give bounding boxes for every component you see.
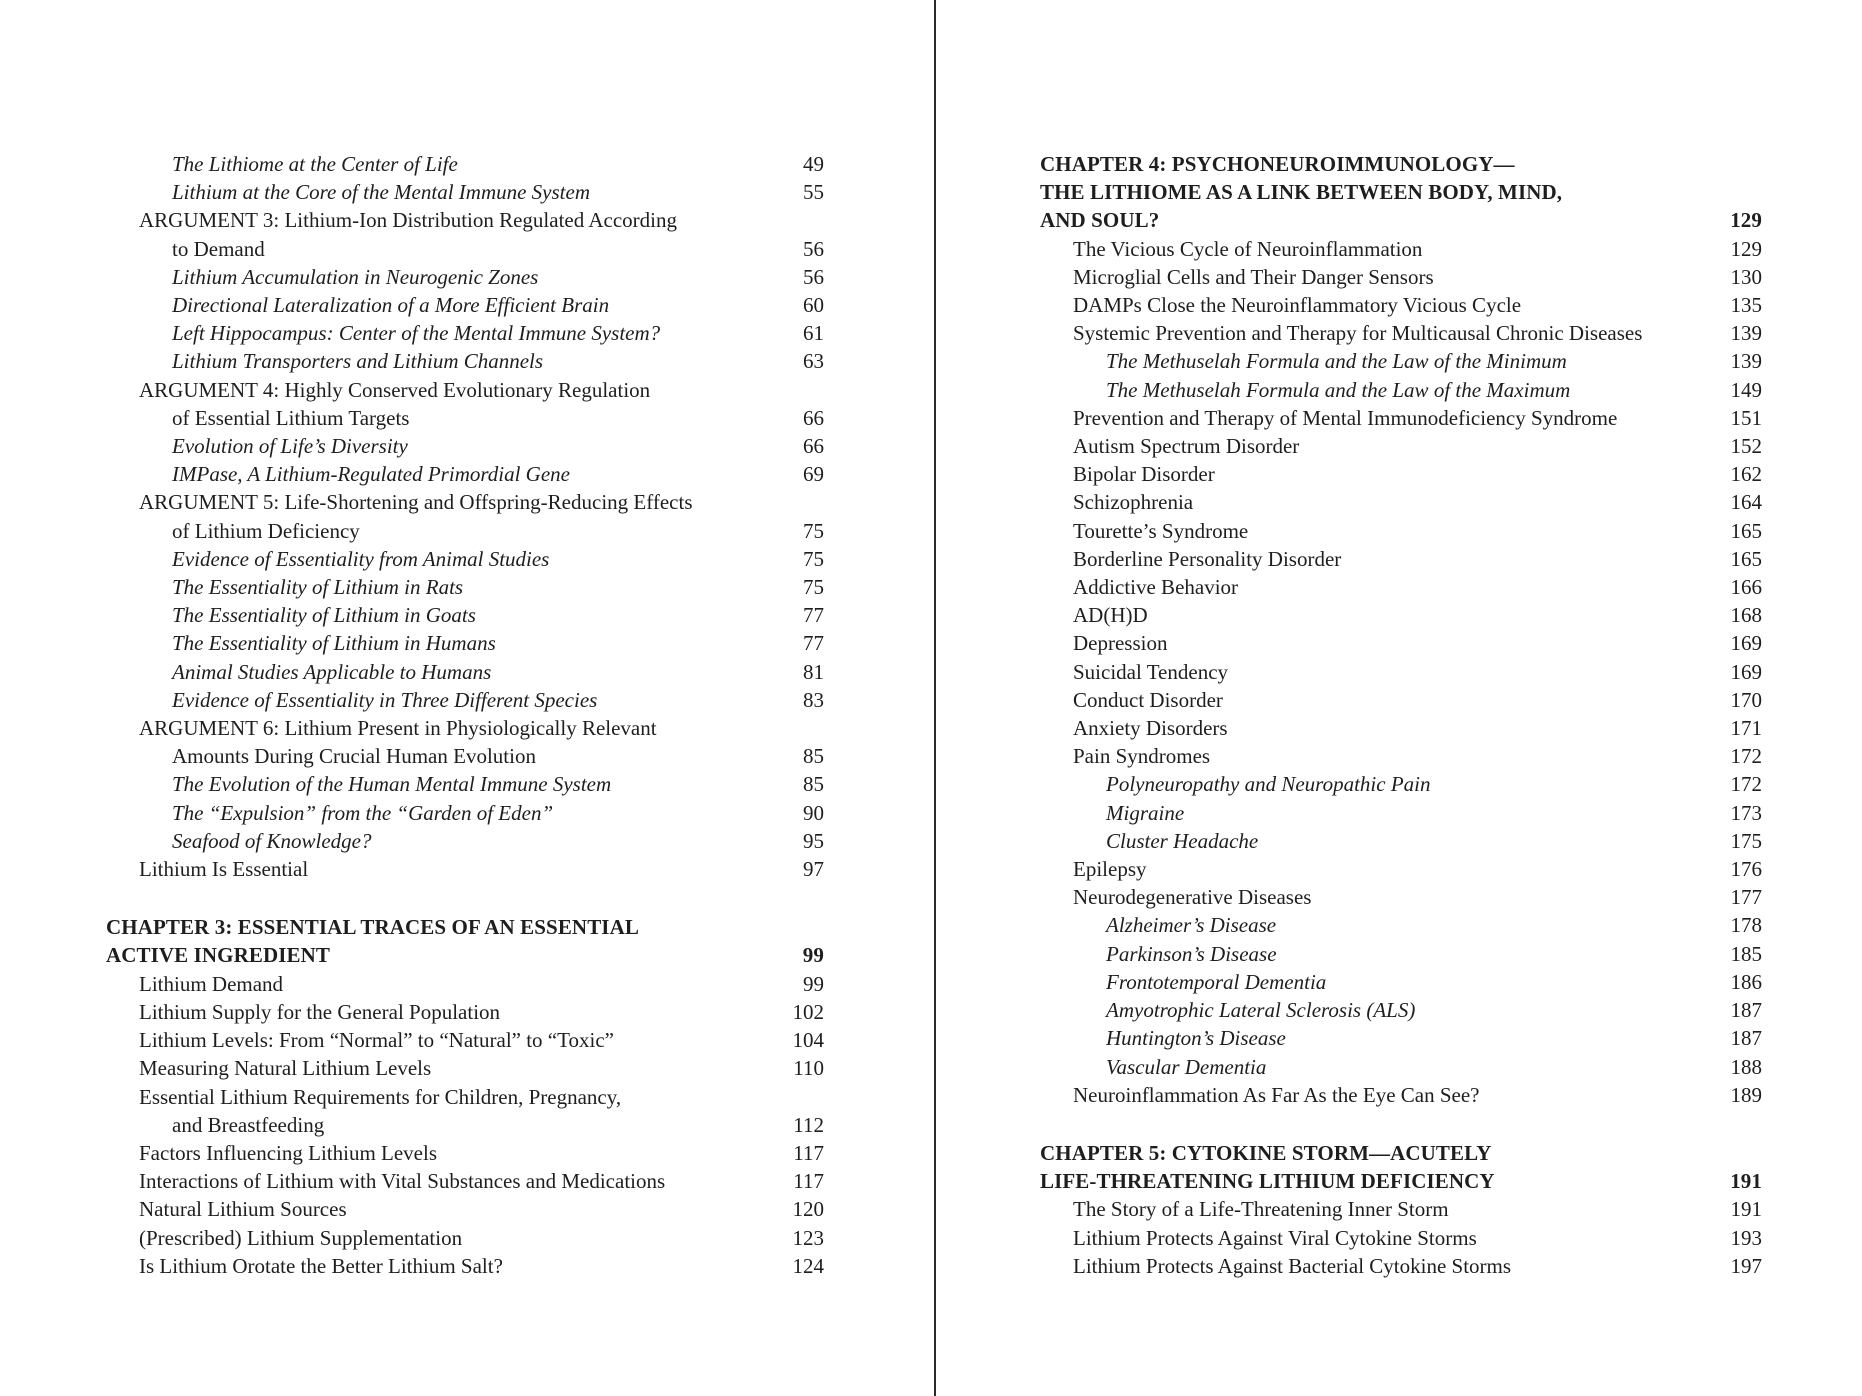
toc-page-number: 139: [1730, 321, 1762, 346]
toc-entry: [106, 178, 824, 206]
toc-page-number: 172: [1730, 772, 1762, 797]
toc-page-number: 85: [803, 772, 824, 797]
toc-entry: [106, 686, 824, 714]
toc-entry-title: Polyneuropathy and Neuropathic Pain: [1106, 772, 1431, 797]
toc-entry-title: Vascular Dementia: [1106, 1054, 1267, 1079]
toc-page-number: 124: [792, 1253, 824, 1278]
toc-entry-title: Is Lithium Orotate the Better Lithium Salt?: [139, 1253, 503, 1278]
toc-entry: [106, 998, 824, 1026]
toc-page-number: 170: [1730, 687, 1762, 712]
toc-entry-title: Lithium at the Core of the Mental Immune System: [172, 180, 590, 205]
toc-page-number: 129: [1730, 236, 1762, 261]
toc-entry-title: Pain Syndromes: [1073, 744, 1211, 769]
toc-entry-title: The Evolution of the Human Mental Immune System: [172, 772, 612, 797]
toc-entry-title: Borderline Personality Disorder: [1073, 546, 1342, 571]
toc-entry: [106, 742, 824, 770]
toc-entry-title: of Lithium Deficiency: [172, 518, 360, 543]
toc-entry: [106, 1224, 824, 1252]
toc-entry: [106, 970, 824, 998]
toc-page-number: 162: [1730, 462, 1762, 487]
toc-entry: [1040, 686, 1762, 714]
toc-entry: [106, 517, 824, 545]
toc-entry-title: The Essentiality of Lithium in Humans: [172, 631, 496, 656]
toc-entry-title: AND SOUL?: [1040, 208, 1160, 233]
toc-entry: [106, 347, 824, 375]
toc-entry-title: Schizophrenia: [1073, 490, 1194, 515]
toc-entry-title: CHAPTER 3: ESSENTIAL TRACES OF AN ESSENTIAL: [106, 915, 639, 940]
toc-entry-title: IMPase, A Lithium-Regulated Primordial Gene: [172, 462, 570, 487]
toc-page-number: 151: [1730, 405, 1762, 430]
toc-page-number: 117: [793, 1169, 824, 1194]
toc-entry-title: to Demand: [172, 236, 265, 261]
toc-page-number: 75: [803, 575, 824, 600]
toc-entry: [1040, 1224, 1762, 1252]
toc-page-number: 117: [793, 1140, 824, 1165]
toc-entry-title: Suicidal Tendency: [1073, 659, 1229, 684]
toc-entry: [106, 1139, 824, 1167]
toc-entry: [106, 1167, 824, 1195]
toc-entry-title: Cluster Headache: [1106, 828, 1259, 853]
toc-entry: [1040, 827, 1762, 855]
toc-entry: [1040, 742, 1762, 770]
toc-page-number: 99: [802, 943, 824, 968]
toc-entry-title: Lithium Levels: From “Normal” to “Natural” to “Toxic”: [139, 1028, 614, 1053]
toc-entry-title: Measuring Natural Lithium Levels: [139, 1056, 432, 1081]
toc-entry: [106, 488, 824, 516]
toc-page-number: 104: [792, 1028, 824, 1053]
toc-entry: [106, 799, 824, 827]
toc-entry-title: Left Hippocampus: Center of the Mental Immune System?: [172, 321, 661, 346]
toc-page-number: 61: [803, 321, 824, 346]
toc-entry-title: Depression: [1073, 631, 1168, 656]
toc-page-number: 166: [1730, 575, 1762, 600]
toc-page-number: 129: [1730, 208, 1762, 233]
toc-page-number: 123: [792, 1225, 824, 1250]
toc-page-number: 99: [803, 971, 824, 996]
toc-page-number: 175: [1730, 828, 1762, 853]
toc-page-number: 66: [803, 434, 824, 459]
toc-entry: [1040, 460, 1762, 488]
toc-entry-title: Anxiety Disorders: [1073, 716, 1228, 741]
toc-entry: [1040, 1195, 1762, 1223]
toc-entry-title: ARGUMENT 5: Life-Shortening and Offspring-Reducing Effects: [139, 490, 693, 515]
toc-entry-title: Interactions of Lithium with Vital Substances and Medications: [139, 1169, 666, 1194]
toc-page-number: 164: [1730, 490, 1762, 515]
toc-entry-title: Lithium Supply for the General Population: [139, 999, 501, 1024]
toc-entry: [106, 376, 824, 404]
toc-entry: [1040, 376, 1762, 404]
toc-entry-title: ACTIVE INGREDIENT: [106, 943, 330, 968]
toc-page-number: 112: [793, 1112, 824, 1137]
toc-page-number: 193: [1730, 1225, 1762, 1250]
toc-entry-title: Parkinson’s Disease: [1106, 941, 1277, 966]
toc-entry-title: The Methuselah Formula and the Law of the Minimum: [1106, 349, 1567, 374]
toc-entry-title: THE LITHIOME AS A LINK BETWEEN BODY, MIND,: [1040, 180, 1563, 205]
toc-entry-title: CHAPTER 4: PSYCHONEUROIMMUNOLOGY—: [1040, 152, 1515, 176]
toc-entry: [106, 658, 824, 686]
toc-entry: [1040, 517, 1762, 545]
toc-entry: [1040, 883, 1762, 911]
toc-page-number: 168: [1730, 603, 1762, 628]
toc-entry: [1040, 432, 1762, 460]
page-divider: [934, 0, 936, 1396]
toc-entry-title: Directional Lateralization of a More Efficient Brain: [172, 293, 610, 318]
toc-entry: [1040, 629, 1762, 657]
toc-entry-title: of Essential Lithium Targets: [172, 405, 410, 430]
toc-entry: [1040, 235, 1762, 263]
toc-page-number: 55: [803, 180, 824, 205]
toc-entry-title: ARGUMENT 3: Lithium-Ion Distribution Regulated According: [139, 208, 677, 233]
toc-entry: [106, 601, 824, 629]
toc-page-number: 77: [803, 603, 824, 628]
toc-entry: [106, 263, 824, 291]
toc-chapter-heading: [106, 941, 824, 969]
toc-page-number: 77: [803, 631, 824, 656]
toc-entry: [106, 404, 824, 432]
toc-entry: [1040, 799, 1762, 827]
toc-entry: [1040, 1053, 1762, 1081]
toc-page-number: 186: [1730, 969, 1762, 994]
toc-gap: [1040, 1109, 1762, 1139]
toc-entry-title: Autism Spectrum Disorder: [1073, 434, 1300, 459]
toc-entry-title: CHAPTER 5: CYTOKINE STORM—ACUTELY: [1040, 1140, 1492, 1165]
toc-entry-title: Amyotrophic Lateral Sclerosis (ALS): [1106, 998, 1416, 1023]
toc-entry-title: Epilepsy: [1073, 857, 1147, 882]
toc-entry-title: DAMPs Close the Neuroinflammatory Vicious Cycle: [1073, 293, 1522, 318]
toc-entry-title: ARGUMENT 6: Lithium Present in Physiologically Relevant: [139, 716, 657, 741]
toc-entry-title: Huntington’s Disease: [1106, 1026, 1286, 1051]
toc-entry-title: Lithium Demand: [139, 971, 284, 996]
toc-page-number: 139: [1730, 349, 1762, 374]
toc-entry: [1040, 1024, 1762, 1052]
toc-page-number: 165: [1730, 518, 1762, 543]
toc-entry-title: Lithium Accumulation in Neurogenic Zones: [172, 264, 539, 289]
toc-entry: [1040, 347, 1762, 375]
toc-page-number: 90: [803, 800, 824, 825]
toc-entry: [106, 855, 824, 883]
toc-page-number: 49: [803, 152, 824, 176]
toc-entry-title: Systemic Prevention and Therapy for Multicausal Chronic Diseases: [1073, 321, 1643, 346]
toc-entry-title: The Vicious Cycle of Neuroinflammation: [1073, 236, 1423, 261]
toc-entry-title: Essential Lithium Requirements for Children, Pregnancy,: [139, 1084, 622, 1109]
toc-entry-title: The Essentiality of Lithium in Rats: [172, 575, 464, 600]
toc-entry: [106, 629, 824, 657]
toc-page-number: 81: [803, 659, 824, 684]
toc-entry-title: The “Expulsion” from the “Garden of Eden”: [172, 800, 554, 825]
toc-entry: [1040, 855, 1762, 883]
toc-entry-title: Amounts During Crucial Human Evolution: [172, 744, 536, 769]
toc-page-number: 149: [1730, 377, 1762, 402]
toc-entry: [1040, 658, 1762, 686]
toc-page-number: 63: [803, 349, 824, 374]
toc-page-number: 83: [803, 687, 824, 712]
toc-page-number: 197: [1730, 1253, 1762, 1278]
toc-page-number: 95: [803, 828, 824, 853]
toc-page-number: 165: [1730, 546, 1762, 571]
toc-chapter-heading: [1040, 1167, 1762, 1195]
toc-entry-title: Lithium Protects Against Bacterial Cytokine Storms: [1073, 1253, 1512, 1278]
toc-page-number: 176: [1730, 857, 1762, 882]
toc-entry: [1040, 404, 1762, 432]
toc-entry-title: Tourette’s Syndrome: [1073, 518, 1249, 543]
toc-page-number: 66: [803, 405, 824, 430]
toc-page-number: 69: [803, 462, 824, 487]
toc-entry-title: The Story of a Life-Threatening Inner Storm: [1073, 1197, 1449, 1222]
toc-page-number: 85: [803, 744, 824, 769]
toc-entry-title: Evidence of Essentiality in Three Different Species: [172, 687, 598, 712]
toc-page-number: 187: [1730, 1026, 1762, 1051]
toc-entry-title: Lithium Protects Against Viral Cytokine Storms: [1073, 1225, 1477, 1250]
toc-entry: [1040, 1252, 1762, 1280]
toc-entry-title: Animal Studies Applicable to Humans: [172, 659, 492, 684]
toc-gap: [106, 883, 824, 913]
toc-entry-title: Migraine: [1106, 800, 1185, 825]
toc-entry: [106, 319, 824, 347]
toc-entry: [106, 545, 824, 573]
toc-page-number: 169: [1730, 631, 1762, 656]
toc-entry-title: AD(H)D: [1073, 603, 1148, 628]
toc-entry-title: Prevention and Therapy of Mental Immunodeficiency Syndrome: [1073, 405, 1618, 430]
toc-entry: [106, 206, 824, 234]
toc-entry-title: Evidence of Essentiality from Animal Studies: [172, 546, 550, 571]
toc-entry: [106, 1195, 824, 1223]
toc-entry: [1040, 714, 1762, 742]
toc-page-number: 75: [803, 546, 824, 571]
toc-entry: [1040, 263, 1762, 291]
toc-entry-title: Natural Lithium Sources: [139, 1197, 347, 1222]
toc-entry-title: LIFE-THREATENING LITHIUM DEFICIENCY: [1040, 1169, 1495, 1194]
toc-entry: [1040, 291, 1762, 319]
toc-entry-title: Addictive Behavior: [1073, 575, 1239, 600]
toc-chapter-heading: [106, 913, 824, 941]
toc-page-number: 172: [1730, 744, 1762, 769]
toc-entry: [1040, 996, 1762, 1024]
toc-entry: [106, 1054, 824, 1082]
toc-entry: [106, 1026, 824, 1054]
toc-page-number: 178: [1730, 913, 1762, 938]
toc-page-number: 188: [1730, 1054, 1762, 1079]
toc-entry: [1040, 911, 1762, 939]
toc-page-number: 135: [1730, 293, 1762, 318]
toc-entry: [106, 432, 824, 460]
toc-page-number: 152: [1730, 434, 1762, 459]
toc-page-number: 110: [793, 1056, 824, 1081]
toc-page-number: 187: [1730, 998, 1762, 1023]
toc-entry-title: Factors Influencing Lithium Levels: [139, 1140, 438, 1165]
toc-entry: [106, 827, 824, 855]
toc-entry-title: Neuroinflammation As Far As the Eye Can See?: [1073, 1082, 1480, 1107]
toc-page-number: 191: [1730, 1197, 1762, 1222]
toc-page-number: 191: [1730, 1169, 1762, 1194]
toc-list-right: [1040, 150, 1762, 1280]
toc-entry-title: Frontotemporal Dementia: [1106, 969, 1327, 994]
toc-entry: [1040, 573, 1762, 601]
toc-list-left: [106, 150, 824, 1280]
toc-entry: [1040, 1081, 1762, 1109]
toc-page-number: 185: [1730, 941, 1762, 966]
toc-entry-title: Lithium Transporters and Lithium Channels: [172, 349, 544, 374]
toc-page-number: 60: [803, 293, 824, 318]
toc-page-number: 189: [1730, 1082, 1762, 1107]
toc-entry-title: Microglial Cells and Their Danger Sensors: [1073, 264, 1434, 289]
toc-entry: [106, 291, 824, 319]
toc-entry: [1040, 488, 1762, 516]
toc-entry-title: Neurodegenerative Diseases: [1073, 885, 1312, 910]
toc-entry: [106, 573, 824, 601]
toc-entry-title: Conduct Disorder: [1073, 687, 1223, 712]
toc-entry-title: Bipolar Disorder: [1073, 462, 1215, 487]
toc-page-number: 97: [803, 857, 824, 882]
toc-entry-title: (Prescribed) Lithium Supplementation: [139, 1225, 463, 1250]
toc-entry-title: Evolution of Life’s Diversity: [172, 434, 408, 459]
toc-entry-title: Alzheimer’s Disease: [1106, 913, 1277, 938]
toc-page-number: 102: [792, 999, 824, 1024]
toc-entry-title: Seafood of Knowledge?: [172, 828, 372, 853]
toc-entry: [106, 714, 824, 742]
toc-entry: [106, 460, 824, 488]
toc-entry-title: The Methuselah Formula and the Law of the Maximum: [1106, 377, 1571, 402]
toc-entry: [106, 150, 824, 178]
toc-entry: [106, 1111, 824, 1139]
toc-chapter-heading: [1040, 206, 1762, 234]
toc-entry-title: The Lithiome at the Center of Life: [172, 152, 458, 176]
toc-entry-title: and Breastfeeding: [172, 1112, 325, 1137]
toc-chapter-heading: [1040, 1139, 1762, 1167]
toc-entry: [1040, 968, 1762, 996]
toc-entry-title: Lithium Is Essential: [139, 857, 309, 882]
toc-page-number: 56: [803, 236, 824, 261]
toc-entry: [106, 235, 824, 263]
toc-entry: [106, 1083, 824, 1111]
toc-page-number: 56: [803, 264, 824, 289]
toc-page-number: 173: [1730, 800, 1762, 825]
toc-entry: [1040, 601, 1762, 629]
toc-chapter-heading: [1040, 178, 1762, 206]
toc-page-number: 120: [792, 1197, 824, 1222]
toc-entry-title: The Essentiality of Lithium in Goats: [172, 603, 476, 628]
toc-entry: [106, 1252, 824, 1280]
toc-page-number: 130: [1730, 264, 1762, 289]
toc-page-number: 177: [1730, 885, 1762, 910]
toc-entry: [1040, 319, 1762, 347]
toc-entry: [106, 770, 824, 798]
toc-entry: [1040, 770, 1762, 798]
toc-chapter-heading: [1040, 150, 1762, 178]
toc-entry-title: ARGUMENT 4: Highly Conserved Evolutionary Regulation: [139, 377, 651, 402]
toc-page-number: 169: [1730, 659, 1762, 684]
toc-page-number: 75: [803, 518, 824, 543]
toc-entry: [1040, 545, 1762, 573]
toc-entry: [1040, 940, 1762, 968]
right-page: [938, 0, 1862, 1396]
toc-page-number: 171: [1730, 716, 1762, 741]
